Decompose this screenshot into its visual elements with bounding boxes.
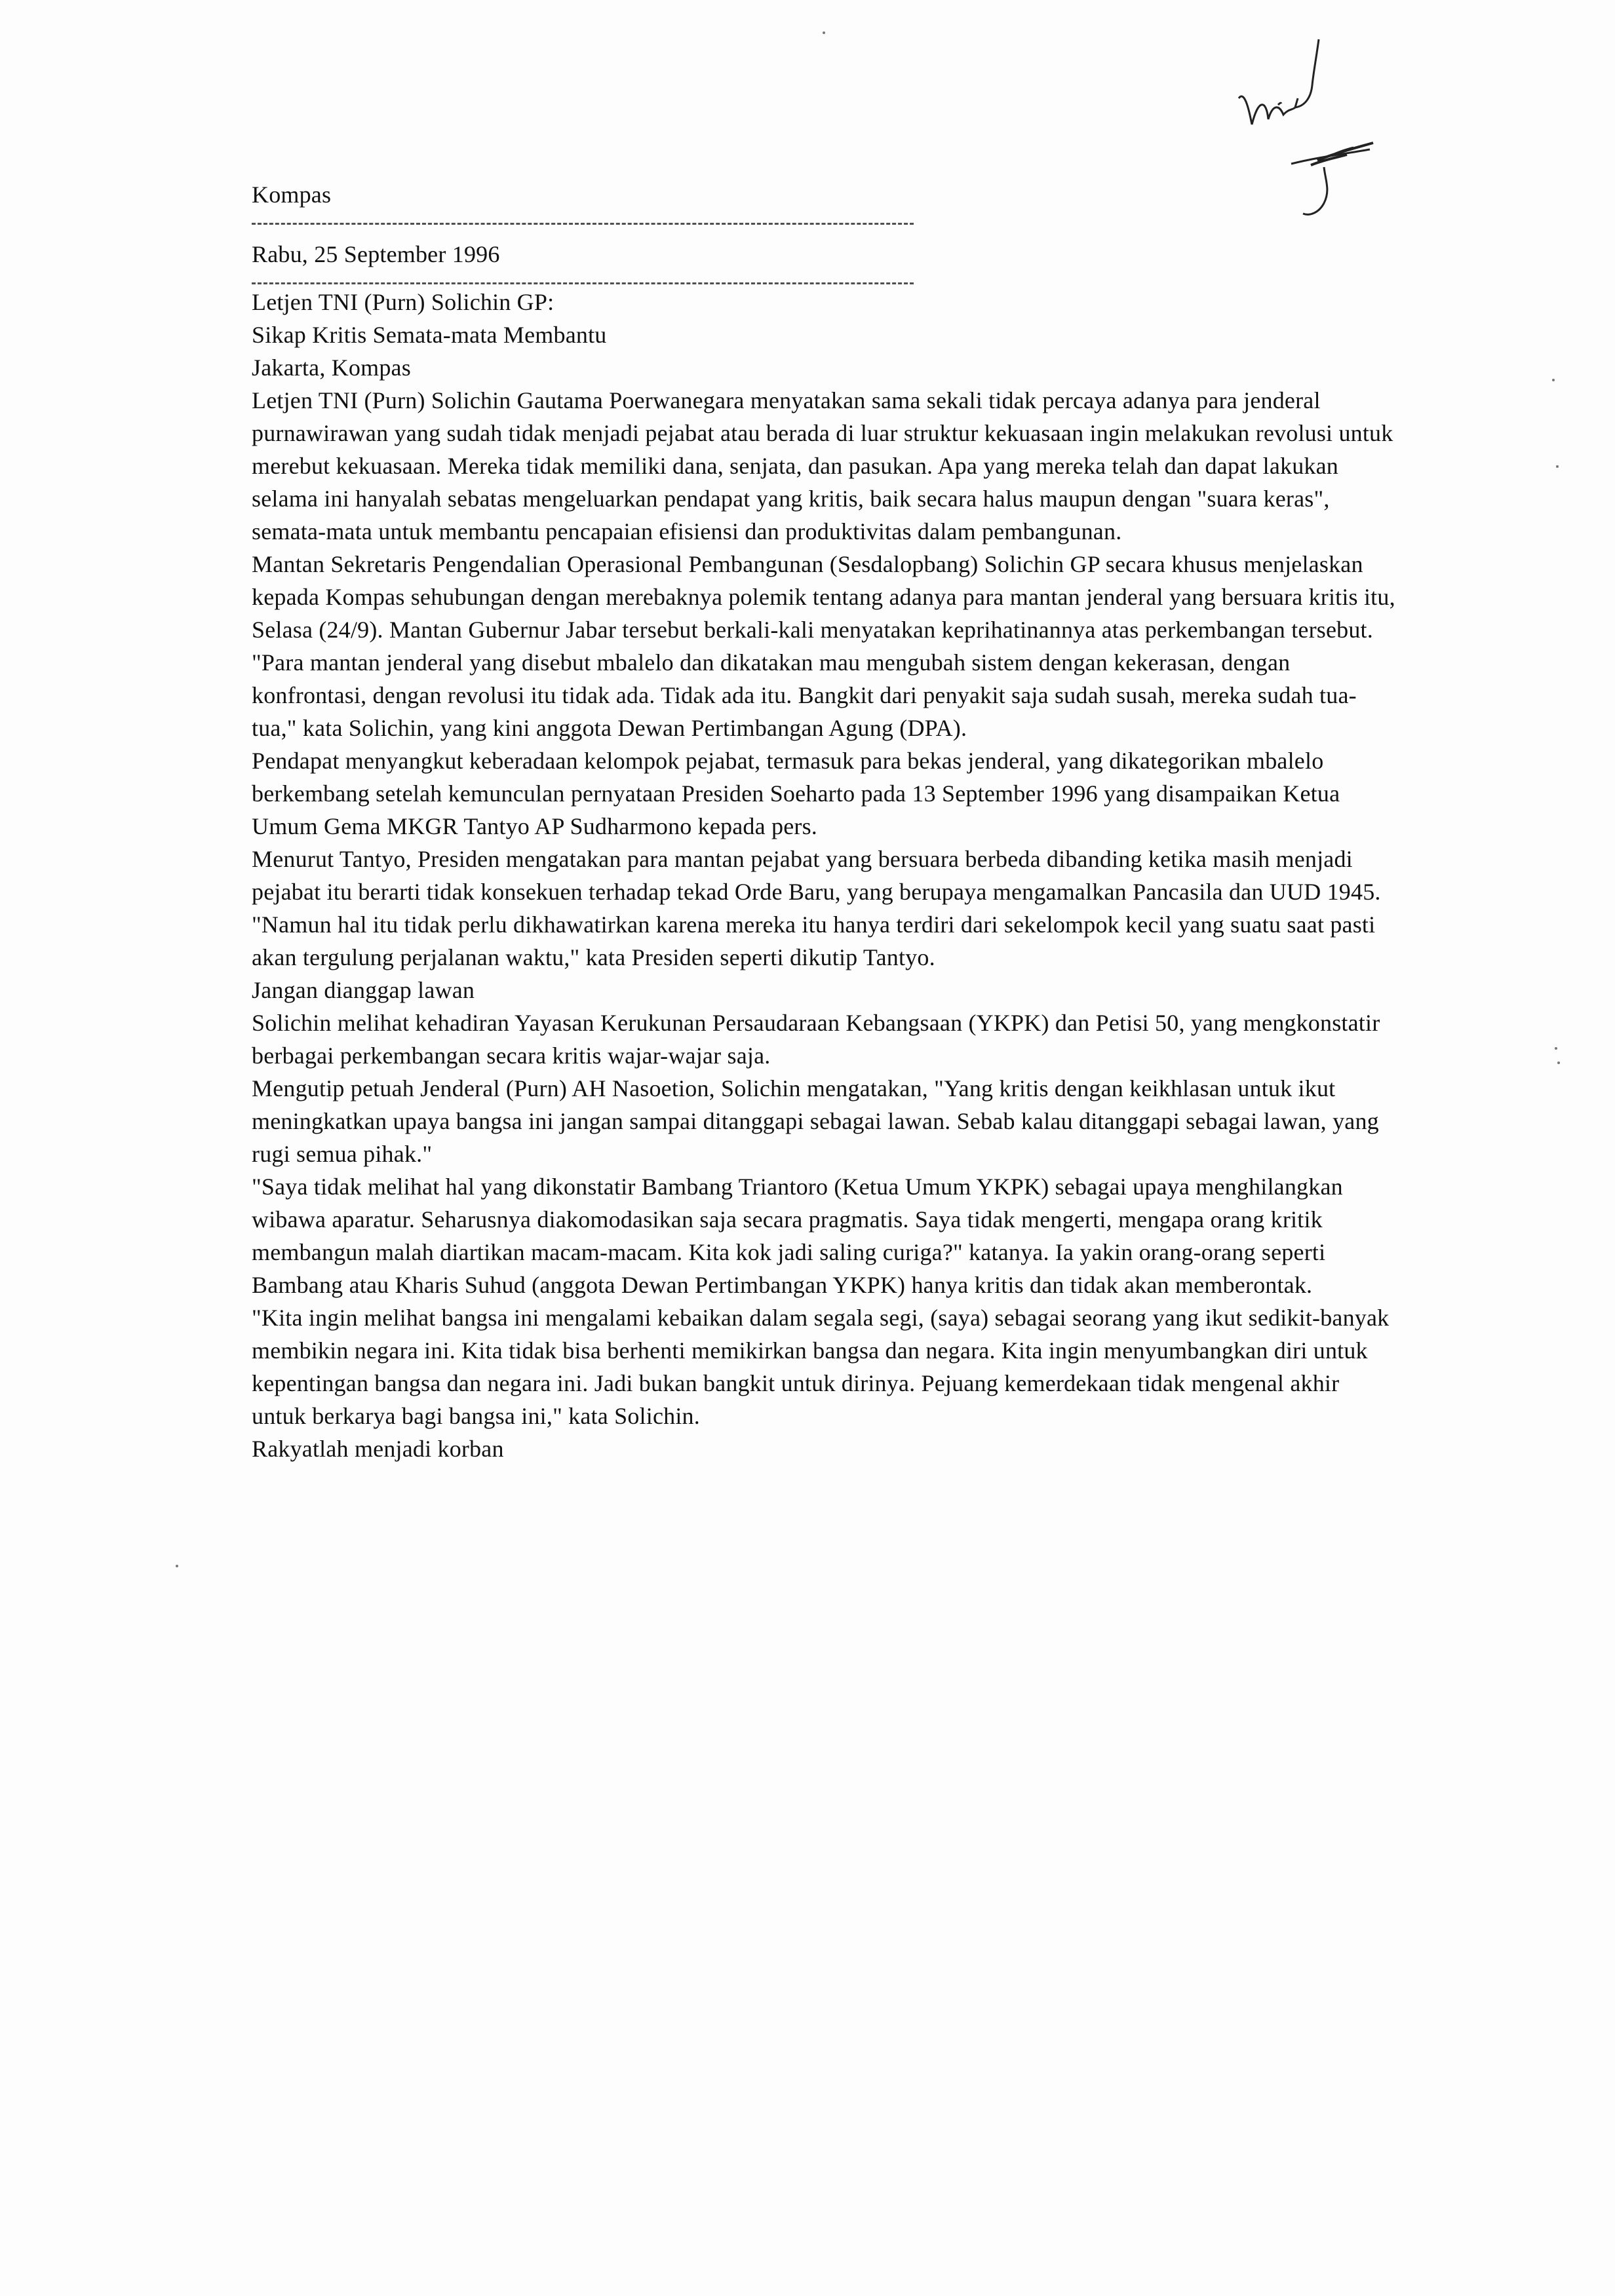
- source-name: Kompas: [252, 182, 332, 208]
- dashed-divider: [252, 282, 914, 286]
- dashed-divider: [252, 223, 914, 226]
- paragraph: Pendapat menyangkut keberadaan kelompok pejabat, termasuk para bekas jenderal, yang dikategorikan mbalelo berkembang setelah kemunculan pernyataan Presiden Soeharto pada 13 September 1996 yang disampaikan Ketua Umum Gema MKGR Tantyo AP Sudharmono kepada pers.: [252, 748, 1340, 839]
- paragraph: Letjen TNI (Purn) Solichin Gautama Poerwanegara menyatakan sama sekali tidak percaya adanya para jenderal purnawirawan yang sudah tidak menjadi pejabat atau berada di luar struktur kekuasaan ingin melakukan revolusi untuk merebut kekuasaan. Mereka tidak memiliki dana, senjata, dan pasukan. Apa yang mereka telah dan dapat lakukan selama ini hanyalah sebatas mengeluarkan pendapat yang kritis, baik secara halus maupun dengan "suara keras", semata-mata untuk membantu pencapaian efisiensi dan produktivitas dalam pembangunan.: [252, 387, 1393, 545]
- headline: Sikap Kritis Semata-mata Membantu: [252, 322, 607, 348]
- paragraph: Menurut Tantyo, Presiden mengatakan para mantan pejabat yang bersuara berbeda dibanding ketika masih menjadi pejabat itu berarti tidak konsekuen terhadap tekad Orde Baru, yang berupaya mengamalkan Pancasila dan UUD 1945. "Namun hal itu tidak perlu dikhawatirkan karena mereka itu hanya terdiri dari sekelompok kecil yang suatu saat pasti akan tergulung perjalanan waktu," kata Presiden seperti dikutip Tantyo.: [252, 846, 1381, 970]
- paragraph: "Kita ingin melihat bangsa ini mengalami kebaikan dalam segala segi, (saya) sebagai seorang yang ikut sedikit-banyak membikin negara ini. Kita tidak bisa berhenti memikirkan bangsa dan negara. Kita ingin menyumbangkan diri untuk kepentingan bangsa dan negara ini. Jadi bukan bangkit untuk dirinya. Pejuang kemerdekaan tidak mengenal akhir untuk berkarya bagi bangsa ini," kata Solichin.: [252, 1305, 1390, 1429]
- scan-speck: [1556, 465, 1559, 468]
- scan-speck: [1557, 1062, 1560, 1064]
- headline-kicker: Letjen TNI (Purn) Solichin GP:: [252, 289, 555, 315]
- paragraph: "Para mantan jenderal yang disebut mbalelo dan dikatakan mau mengubah sistem dengan kekerasan, dengan konfrontasi, dengan revolusi itu tidak ada. Tidak ada itu. Bangkit dari penyakit saja sudah susah, mereka sudah tua-tua," kata Solichin, yang kini anggota Dewan Pertimbangan Agung (DPA).: [252, 649, 1357, 741]
- scan-speck: [176, 1565, 178, 1567]
- paragraph: "Saya tidak melihat hal yang dikonstatir Bambang Triantoro (Ketua Umum YKPK) sebagai upaya menghilangkan wibawa aparatur. Seharusnya diakomodasikan saja secara pragmatis. Saya tidak mengerti, mengapa orang kritik membangun malah diartikan macam-macam. Kita kok jadi saling curiga?" katanya. Ia yakin orang-orang seperti Bambang atau Kharis Suhud (anggota Dewan Pertimbangan YKPK) hanya kritis dan tidak akan memberontak.: [252, 1174, 1343, 1298]
- paragraph: Mantan Sekretaris Pengendalian Operasional Pembangunan (Sesdalopbang) Solichin GP secara khusus menjelaskan kepada Kompas sehubungan dengan merebaknya polemik tentang adanya para mantan jenderal yang bersuara kritis itu, Selasa (24/9). Mantan Gubernur Jabar tersebut berkali-kali menyatakan keprihatinannya atas perkembangan tersebut.: [252, 551, 1395, 643]
- paragraph: Mengutip petuah Jenderal (Purn) AH Nasoetion, Solichin mengatakan, "Yang kritis dengan keikhlasan untuk ikut meningkatkan upaya bangsa ini jangan sampai ditanggapi sebagai lawan. Sebab kalau ditanggapi sebagai lawan, yang rugi semua pihak.": [252, 1075, 1379, 1167]
- publication-date: Rabu, 25 September 1996: [252, 241, 500, 267]
- scan-speck: [823, 31, 825, 34]
- paragraph: Solichin melihat kehadiran Yayasan Kerukunan Persaudaraan Kebangsaan (YKPK) dan Petisi 50, yang mengkonstatir berbagai perkembangan secara kritis wajar-wajar saja.: [252, 1010, 1380, 1069]
- scan-speck: [1552, 379, 1555, 381]
- dateline: Jakarta, Kompas: [252, 354, 411, 381]
- subheading: Jangan dianggap lawan: [252, 977, 475, 1003]
- article-body: [252, 178, 1399, 1465]
- subheading: Rakyatlah menjadi korban: [252, 1436, 504, 1462]
- scan-speck: [1555, 1047, 1557, 1050]
